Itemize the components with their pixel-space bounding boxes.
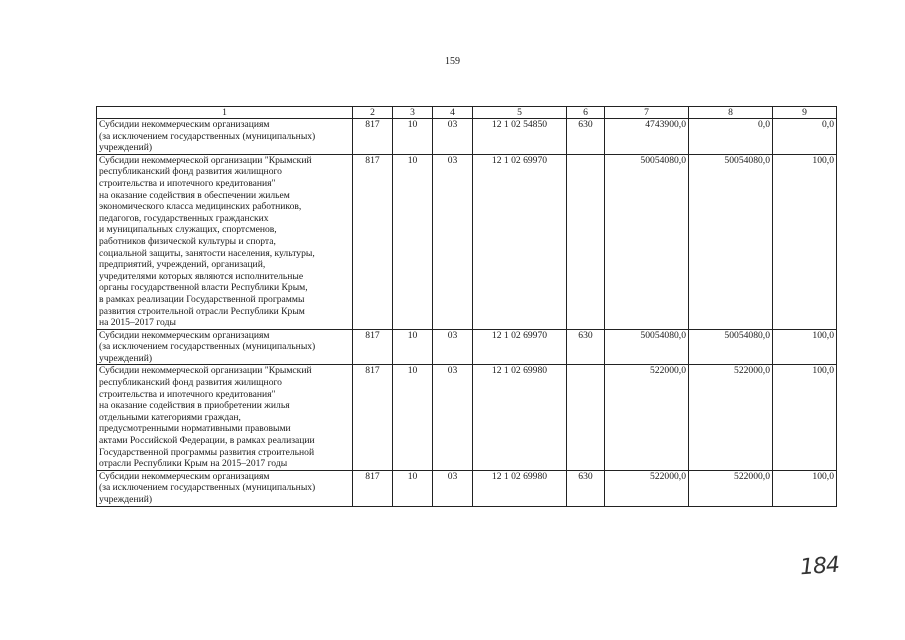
column-header: 7 (605, 107, 689, 119)
cell-percent: 100,0 (773, 365, 837, 470)
cell-amount-8: 50054080,0 (689, 329, 773, 365)
column-header: 6 (567, 107, 605, 119)
cell-subsection: 03 (433, 470, 473, 506)
cell-target-article: 12 1 02 69970 (473, 154, 567, 329)
cell-subsection: 03 (433, 154, 473, 329)
column-header: 4 (433, 107, 473, 119)
cell-amount-8: 50054080,0 (689, 154, 773, 329)
cell-code: 817 (353, 119, 393, 155)
cell-code: 817 (353, 365, 393, 470)
table-row (97, 329, 837, 365)
cell-target-article: 12 1 02 69970 (473, 329, 567, 365)
cell-percent: 100,0 (773, 154, 837, 329)
budget-table (96, 106, 837, 507)
column-header: 3 (393, 107, 433, 119)
cell-code: 817 (353, 154, 393, 329)
row-name: Субсидии некоммерческим организациям (за исключением государственных (муниципальных) учреждений) (97, 119, 353, 155)
cell-subsection: 03 (433, 329, 473, 365)
column-header: 2 (353, 107, 393, 119)
cell-expense-type: 630 (567, 470, 605, 506)
cell-amount-7: 50054080,0 (605, 154, 689, 329)
cell-expense-type: 630 (567, 329, 605, 365)
cell-target-article: 12 1 02 69980 (473, 365, 567, 470)
row-name: Субсидии некоммерческим организациям (за исключением государственных (муниципальных) учреждений) (97, 329, 353, 365)
page-number: 159 (445, 56, 460, 67)
cell-section: 10 (393, 154, 433, 329)
row-name: Субсидии некоммерческой организации "Крымский республиканский фонд развития жилищного строительства и ипотечного кредитования" на оказание содействия в обеспечении жильем экономического класса медицинских работников, педагогов, государственных гражданских и муниципальных служащих, спортсменов, работников физической культуры и спорта, социальной защиты, занятости населения, культуры, предприятий, учреждений, организаций, учредителями которых являются исполнительные органы государственной власти Республики Крым, в рамках реализации Государственной программы развития строительной отрасли Республики Крым на 2015–2017 годы (97, 154, 353, 329)
column-header: 8 (689, 107, 773, 119)
table-header-row (97, 107, 837, 119)
table-row (97, 119, 837, 155)
cell-subsection: 03 (433, 119, 473, 155)
cell-percent: 100,0 (773, 470, 837, 506)
cell-amount-8: 522000,0 (689, 365, 773, 470)
cell-amount-7: 4743900,0 (605, 119, 689, 155)
cell-percent: 0,0 (773, 119, 837, 155)
cell-expense-type: 630 (567, 119, 605, 155)
cell-amount-8: 0,0 (689, 119, 773, 155)
row-name: Субсидии некоммерческой организации "Крымский республиканский фонд развития жилищного строительства и ипотечного кредитования" на оказание содействия в приобретении жилья отдельными категориями граждан, предусмотренными нормативными правовыми актами Российской Федерации, в рамках реализации Государственной программы развития строительной отрасли Республики Крым на 2015–2017 годы (97, 365, 353, 470)
cell-section: 10 (393, 365, 433, 470)
column-header: 1 (97, 107, 353, 119)
cell-section: 10 (393, 119, 433, 155)
cell-target-article: 12 1 02 69980 (473, 470, 567, 506)
row-name: Субсидии некоммерческим организациям (за исключением государственных (муниципальных) учреждений) (97, 470, 353, 506)
column-header: 5 (473, 107, 567, 119)
cell-section: 10 (393, 329, 433, 365)
cell-code: 817 (353, 470, 393, 506)
table-row (97, 470, 837, 506)
cell-subsection: 03 (433, 365, 473, 470)
cell-amount-7: 50054080,0 (605, 329, 689, 365)
cell-section: 10 (393, 470, 433, 506)
cell-code: 817 (353, 329, 393, 365)
table-row (97, 154, 837, 329)
cell-expense-type (567, 154, 605, 329)
cell-expense-type (567, 365, 605, 470)
cell-amount-7: 522000,0 (605, 470, 689, 506)
table-row (97, 365, 837, 470)
cell-amount-7: 522000,0 (605, 365, 689, 470)
cell-amount-8: 522000,0 (689, 470, 773, 506)
column-header: 9 (773, 107, 837, 119)
cell-percent: 100,0 (773, 329, 837, 365)
cell-target-article: 12 1 02 54850 (473, 119, 567, 155)
handwritten-page-number: 184 (799, 552, 840, 581)
